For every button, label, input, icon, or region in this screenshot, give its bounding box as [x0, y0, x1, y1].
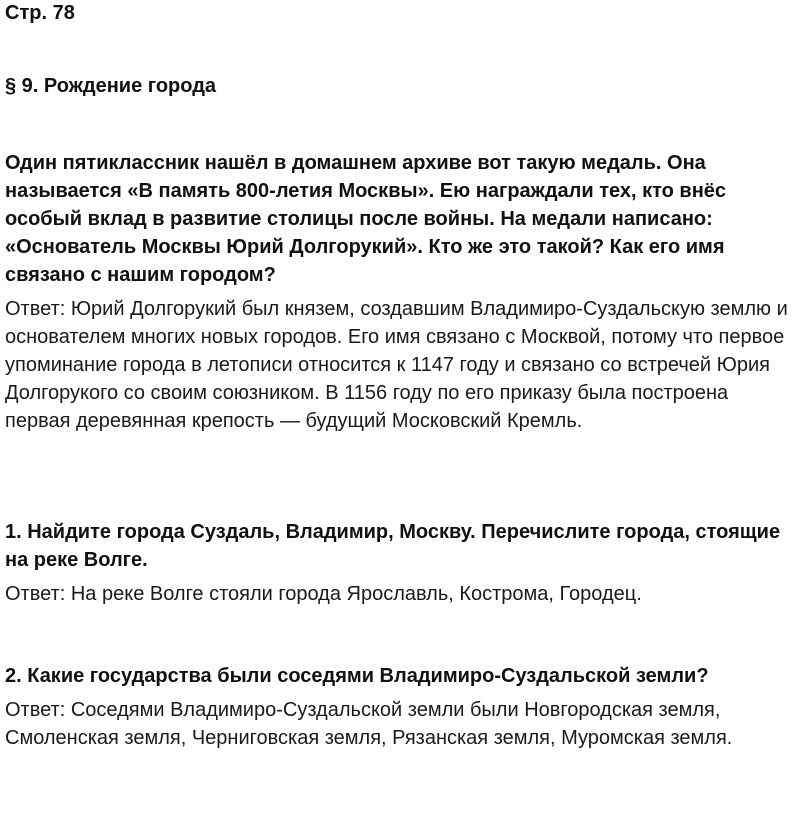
answer-text: Ответ: Юрий Долгорукий был князем, создавшим Владимиро-Суздальскую землю и основателем многих новых городов. Его имя связано с Москвой, потому что первое упоминание города в летописи относится к 1147 году и связано со встречей Юрия Долгорукого со своим союзником. В 1156 году по его приказу была построена первая деревянная крепость — будущий Московский Кремль. — [5, 298, 788, 432]
qa-block-intro — [5, 149, 795, 435]
qa-block-2 — [5, 662, 795, 752]
answer-text: Ответ: Соседями Владимиро-Суздальской земли были Новгородская земля, Смоленская земля, Черниговская земля, Рязанская земля, Муромская земля. — [5, 699, 733, 749]
page-number: Стр. 78 — [5, 2, 75, 24]
answer-text: Ответ: На реке Волге стояли города Ярославль, Кострома, Городец. — [5, 583, 642, 605]
question-text: Один пятиклассник нашёл в домашнем архиве вот такую медаль. Она называется «В память 800-летия Москвы». Ею награждали тех, кто внёс особый вклад в развитие столицы после войны. На медали написано: «Основатель Москвы Юрий Долгорукий». Кто же это такой? Как его имя связано с нашим городом? — [5, 152, 727, 286]
question-text: 2. Какие государства были соседями Владимиро-Суздальской земли? — [5, 665, 709, 687]
section-title: § 9. Рождение города — [5, 75, 217, 97]
question-text: 1. Найдите города Суздаль, Владимир, Москву. Перечислите города, стоящие на реке Волге. — [5, 521, 781, 571]
qa-block-1 — [5, 518, 795, 608]
